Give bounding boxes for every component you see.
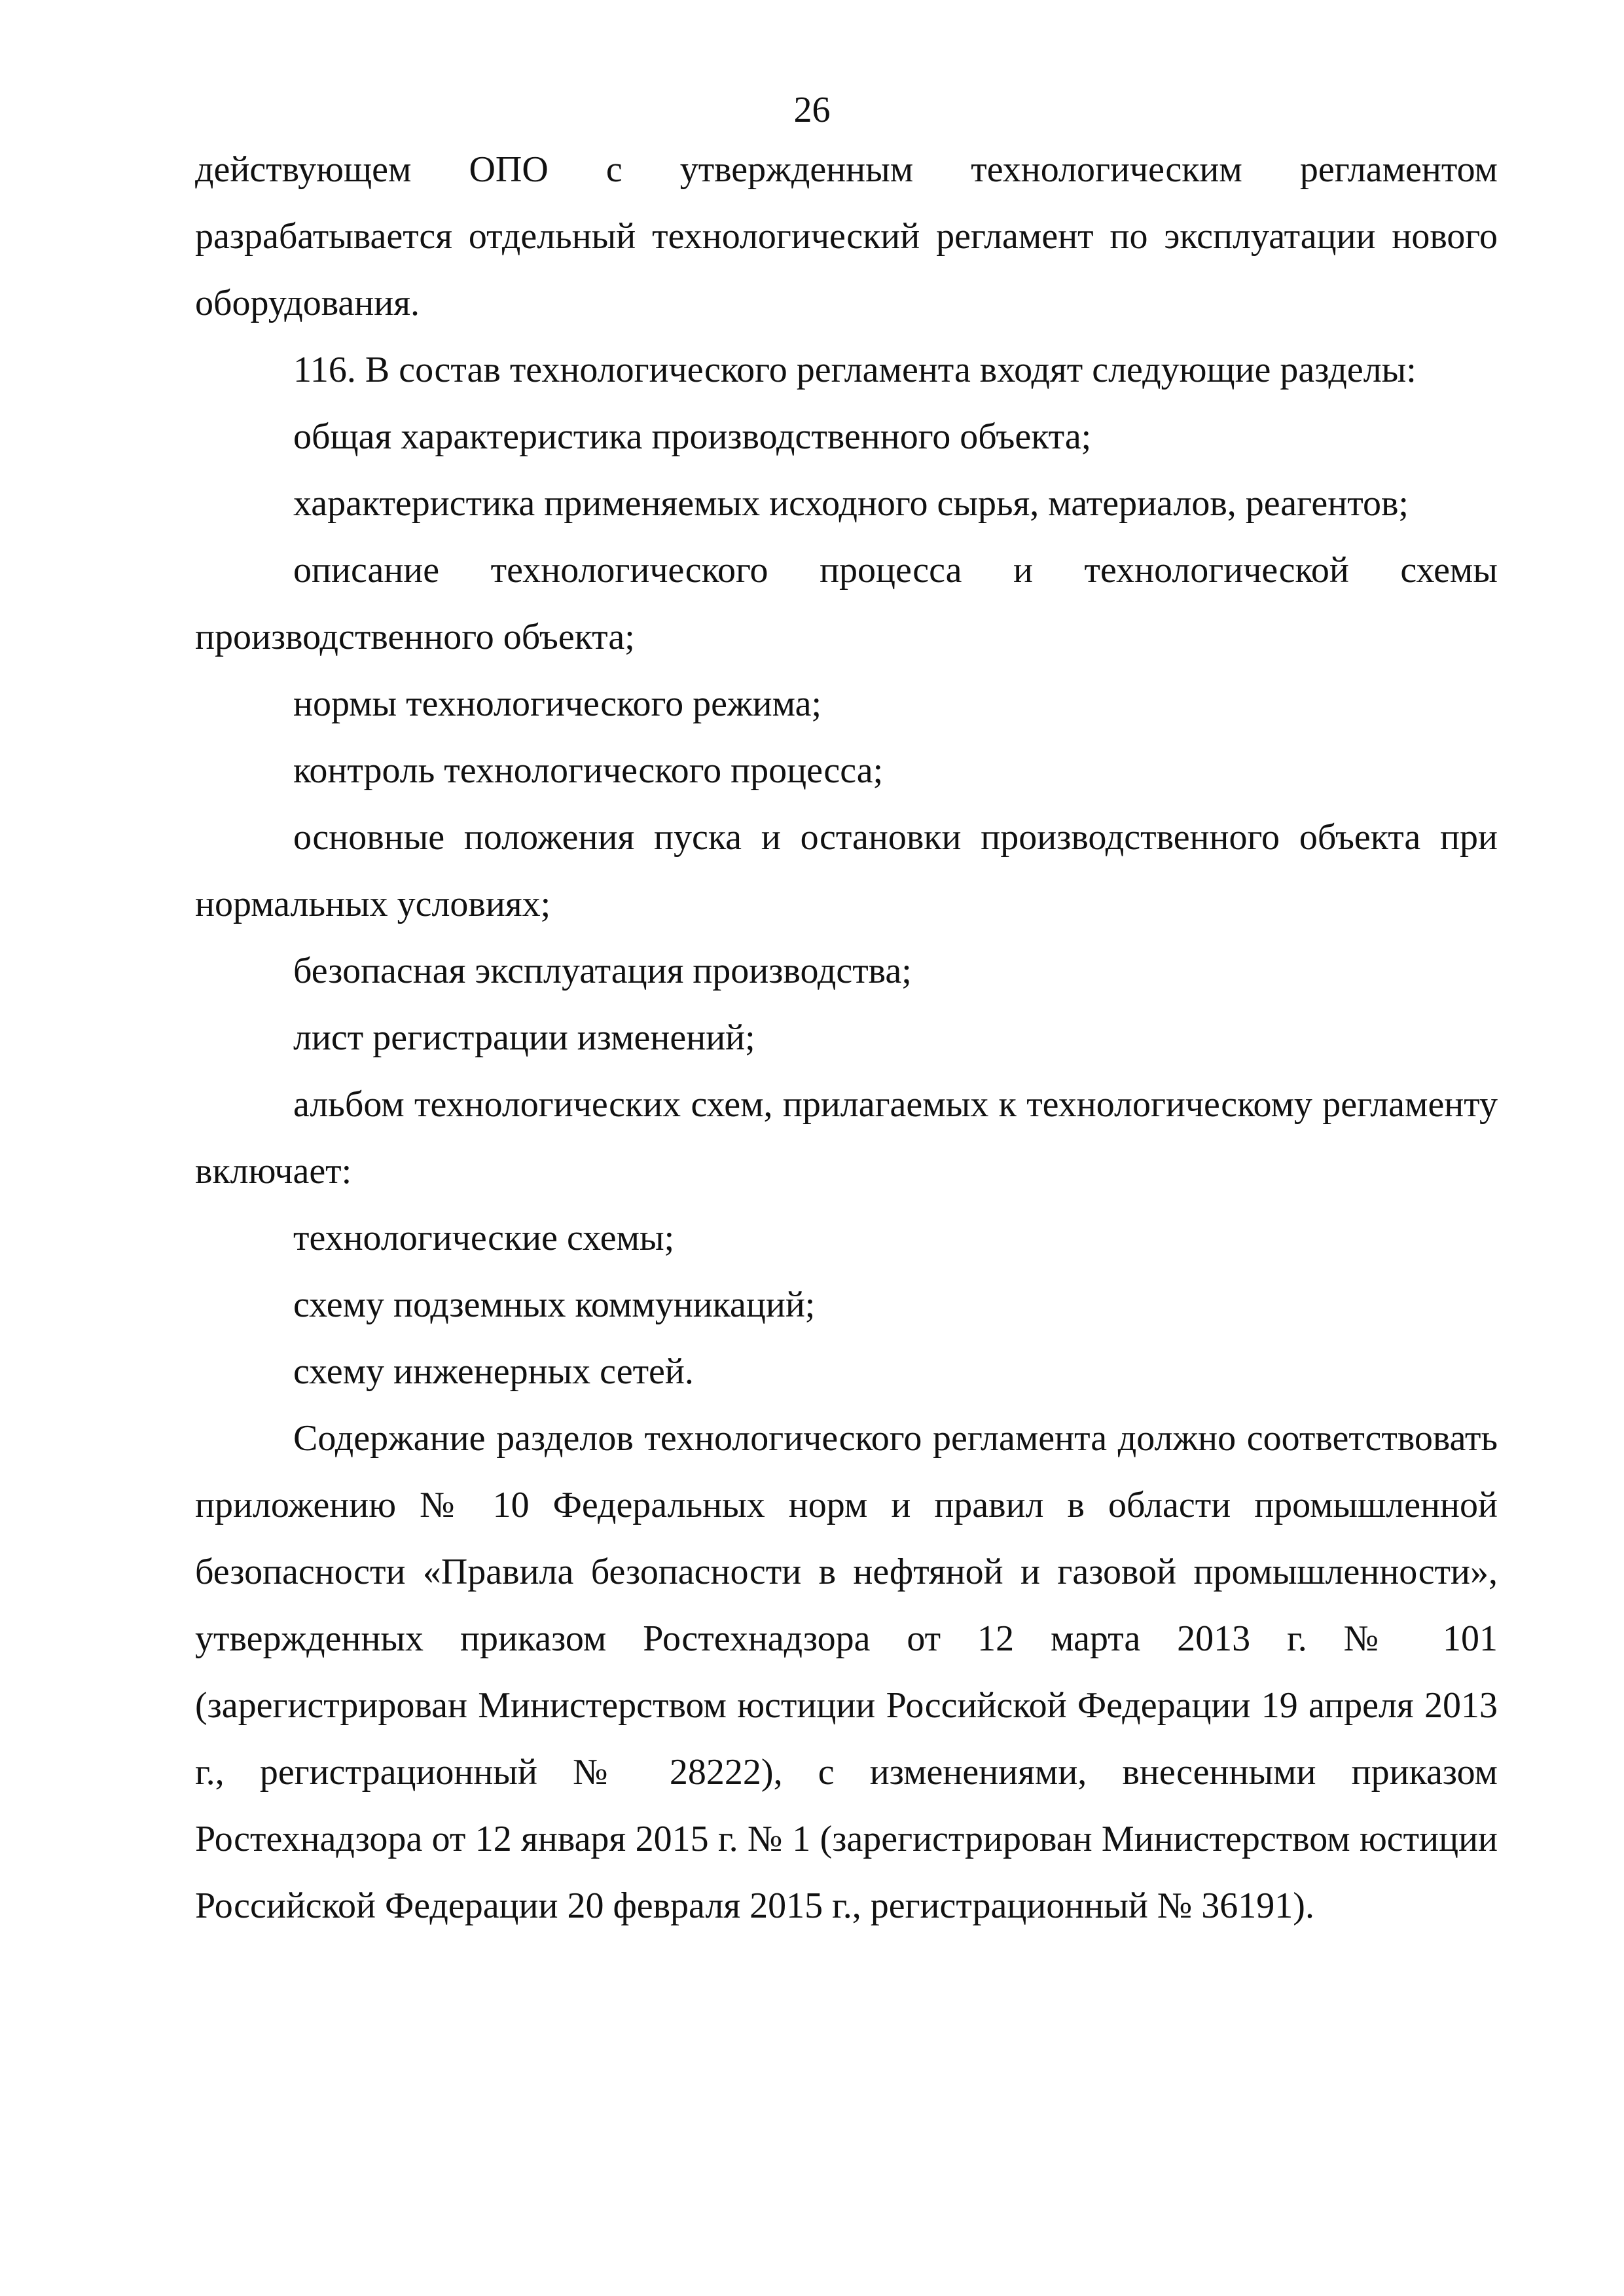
list-item-technological-schemes: технологические схемы;	[293, 1218, 675, 1258]
list-item-engineering-networks: схему инженерных сетей.	[293, 1351, 694, 1392]
list-item-schemes-album: альбом технологических схем, прилагаемых к технологическому регламенту включает:	[195, 1084, 1498, 1192]
paragraph-content-requirements: Содержание разделов технологического регламента должно соответствовать приложению № 10 Федеральных норм и правил в области промышленной безопасности «Правила безопасности в нефтяной и газовой промышленности», утвержденных приказом Ростехнадзора от 12 марта 2013 г. № 101 (зарегистрирован Министерством юстиции Российской Федерации 19 апреля 2013 г., регистрационный № 28222), с изменениями, внесенными приказом Ростехнадзора от 12 января 2015 г. № 1 (зарегистрирован Министерством юстиции Российской Федерации 20 февраля 2015 г., регистрационный № 36191).	[195, 1418, 1498, 1926]
list-item-startup-shutdown: основные положения пуска и остановки производственного объекта при нормальных условиях;	[195, 817, 1498, 924]
list-item-general-characteristics: общая характеристика производственного объекта;	[293, 416, 1092, 457]
paragraph-continuation: действующем ОПО с утвержденным технологическим регламентом разрабатывается отдельный технологический регламент по эксплуатации нового оборудования.	[195, 149, 1498, 323]
page-number: 26	[793, 90, 831, 130]
list-item-safe-operation: безопасная эксплуатация производства;	[293, 951, 912, 991]
list-item-change-log: лист регистрации изменений;	[293, 1017, 755, 1058]
list-item-process-description: описание технологического процесса и технологической схемы производственного объекта;	[195, 550, 1498, 657]
list-item-process-control: контроль технологического процесса;	[293, 750, 884, 791]
list-item-raw-materials: характеристика применяемых исходного сырья, материалов, реагентов;	[293, 483, 1409, 524]
document-body	[195, 136, 1498, 1939]
paragraph-116-intro: 116. В состав технологического регламента входят следующие разделы:	[293, 350, 1416, 390]
list-item-process-norms: нормы технологического режима;	[293, 683, 822, 724]
list-item-underground-communications: схему подземных коммуникаций;	[293, 1285, 816, 1325]
